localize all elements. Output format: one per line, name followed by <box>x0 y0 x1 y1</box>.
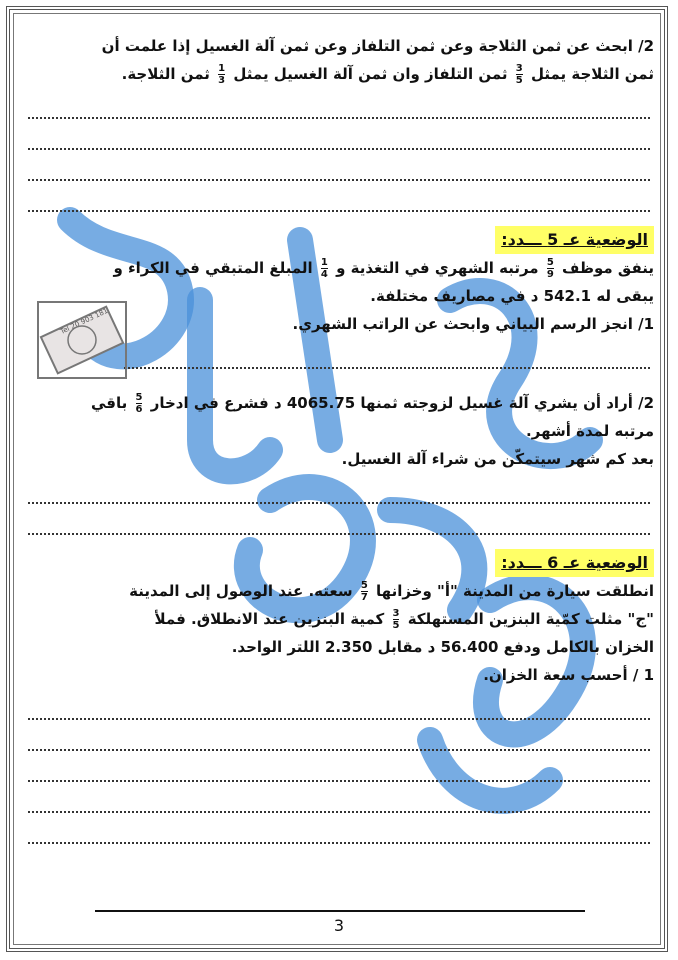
worksheet-page <box>24 22 654 844</box>
fraction-numerator: 5 <box>360 580 368 591</box>
fraction-numerator: 1 <box>218 63 226 74</box>
section-5-heading: الوضعية عـ 5 ـــدد: <box>495 226 654 254</box>
answer-line <box>28 813 650 844</box>
stamp-text: Tel 20 903 181 <box>59 306 110 336</box>
answer-line <box>28 473 650 504</box>
section-5-text-b: مرتبه الشهري في التغذية و <box>336 259 539 277</box>
section-5-text-c: المبلغ المتبقي في الكراء و <box>113 259 313 277</box>
fraction-numerator: 1 <box>320 257 328 268</box>
section-5-text-a: ينفق موظف <box>562 259 654 277</box>
fraction-numerator: 3 <box>515 63 523 74</box>
stamp-seal <box>36 300 128 380</box>
fraction-five-ninths <box>547 257 554 280</box>
question-2-text-b: ثمن التلفاز وان ثمن آلة الغسيل يمثل <box>233 65 508 83</box>
fraction-numerator: 5 <box>546 257 554 268</box>
fraction-numerator: 3 <box>392 608 400 619</box>
answer-line <box>28 150 650 181</box>
fraction-numerator: 5 <box>135 392 143 403</box>
section-5-heading-row <box>24 226 654 254</box>
answer-line <box>28 720 650 751</box>
fraction-five-sixths <box>136 392 143 415</box>
fraction-three-fifths <box>393 608 400 631</box>
fraction-denominator: 5 <box>515 75 523 86</box>
section-5-line-1 <box>24 254 654 282</box>
answer-line <box>28 504 650 535</box>
answer-line <box>28 119 650 150</box>
fraction-denominator: 7 <box>360 592 368 603</box>
section-6-heading-row <box>24 549 654 577</box>
question-2-text-c: ثمن الثلاجة. <box>121 65 210 83</box>
section-6-text-b: سعته. عند الوصول إلى المدينة <box>129 582 353 600</box>
section-6-heading: الوضعية عـ 6 ـــدد: <box>495 549 654 577</box>
fraction-one-third <box>218 63 225 86</box>
section-6-text-a: انطلقت سيارة من المدينة "أ" وخزانها <box>376 582 654 600</box>
fraction-denominator: 3 <box>218 75 226 86</box>
answer-line <box>28 782 650 813</box>
section-5-question-2 <box>24 389 654 417</box>
fraction-denominator: 5 <box>392 620 400 631</box>
answer-line <box>28 88 650 119</box>
section-5-line-2: يبقى له 542.1 د في مصاريف مختلفة. <box>370 287 654 305</box>
fraction-denominator: 4 <box>320 269 328 280</box>
section-6-text-c: "ج" مثلت كمّية البنزين المستهلكة <box>407 610 654 628</box>
section-6-line-1 <box>24 577 654 605</box>
question-2-text-a: ثمن الثلاجة يمثل <box>530 65 654 83</box>
answer-line <box>28 751 650 782</box>
fraction-one-quarter <box>321 257 328 280</box>
page-number: 3 <box>333 916 345 935</box>
section-6-question-1: 1 / أحسب سعة الخزان. <box>483 666 654 684</box>
section-5-question-2-line-2: مرتبه لمدة أشهر. <box>526 422 654 440</box>
answer-line <box>124 338 650 369</box>
question-2-line-1: 2/ ابحث عن ثمن الثلاجة وعن ثمن التلفاز وعن ثمن آلة الغسيل إذا علمت أن <box>101 37 654 55</box>
answer-line <box>28 181 650 212</box>
fraction-three-fifths <box>516 63 523 86</box>
question-2-line-2 <box>24 60 654 88</box>
section-6-line-2 <box>24 605 654 633</box>
section-5-q2-text-a: 2/ أراد أن يشري آلة غسيل لزوجته ثمنها 4065.75 د فشرع في ادخار <box>150 394 654 412</box>
fraction-denominator: 6 <box>135 404 143 415</box>
section-5-question-2-line-3: بعد كم شهر سيتمكّن من شراء آلة الغسيل. <box>341 450 654 468</box>
answer-line <box>28 689 650 720</box>
section-5-question-1: 1/ انجز الرسم البياني وابحث عن الراتب الشهري. <box>292 315 654 333</box>
footer-rule <box>95 910 585 912</box>
fraction-denominator: 9 <box>546 269 554 280</box>
section-6-text-d: كمية البنزين عند الانطلاق. فملأ <box>154 610 385 628</box>
section-6-line-3: الخزان بالكامل ودفع 56.400 د مقابل 2.350 اللتر الواحد. <box>231 638 654 656</box>
section-5-q2-text-b: باقي <box>91 394 128 412</box>
fraction-five-sevenths <box>361 580 368 603</box>
